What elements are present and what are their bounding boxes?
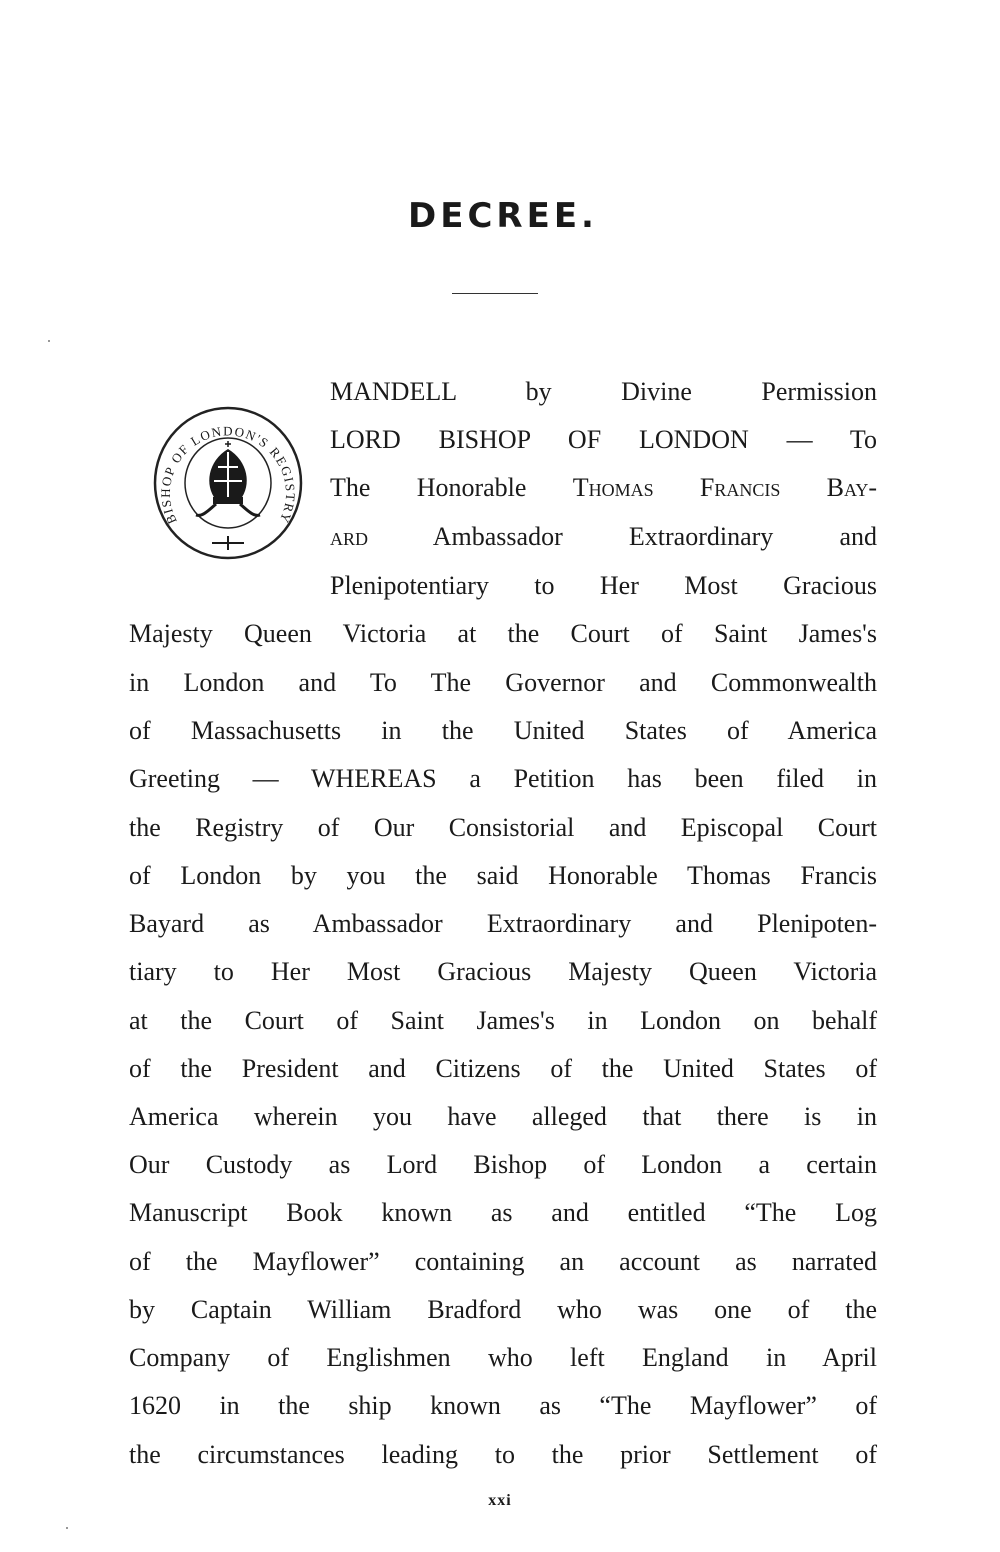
bishop-registry-seal	[152, 405, 304, 562]
body-line: Bayard as Ambassador Extraordinary and Plenipoten-	[129, 909, 877, 938]
body-line: Greeting — WHEREAS a Petition has been filed in	[129, 764, 877, 793]
opening-line-2: LORD BISHOP OF LONDON — To	[330, 425, 877, 454]
scan-speck	[66, 1527, 68, 1529]
page-number: xxi	[488, 1492, 512, 1509]
body-line: by Captain William Bradford who was one of the	[129, 1295, 877, 1324]
opening-line-4-suffix: Ambassador Extraordinary and	[368, 522, 877, 551]
body-line: tiary to Her Most Gracious Majesty Queen Victoria	[129, 957, 877, 986]
scan-speck	[48, 340, 50, 342]
opening-line-5: Plenipotentiary to Her Most Gracious	[330, 571, 877, 600]
body-line: the circumstances leading to the prior Settlement of	[129, 1440, 877, 1469]
seal-inscription: BISHOP OF LONDON'S REGISTRY	[157, 423, 299, 527]
body-line: of the Mayflower” containing an account as narrated	[129, 1247, 877, 1276]
opening-line-1: MANDELL by Divine Permission	[330, 377, 877, 406]
body-line: Majesty Queen Victoria at the Court of Saint James's	[129, 619, 877, 648]
ambassador-name-end: ard	[330, 522, 369, 551]
body-line: Manuscript Book known as and entitled “The Log	[129, 1198, 877, 1227]
ambassador-name: Thomas Francis Bay-	[572, 473, 877, 502]
mitre-seal-icon	[196, 441, 260, 550]
title-rule	[452, 293, 538, 294]
body-line: in London and To The Governor and Commonwealth	[129, 668, 877, 697]
body-line: the Registry of Our Consistorial and Episcopal Court	[129, 813, 877, 842]
body-line: at the Court of Saint James's in London on behalf	[129, 1006, 877, 1035]
body-line: Our Custody as Lord Bishop of London a certain	[129, 1150, 877, 1179]
opening-line-3-prefix: The Honorable	[330, 473, 573, 502]
opening-line-4	[330, 517, 877, 557]
body-line: Company of Englishmen who left England in April	[129, 1343, 877, 1372]
body-line: America wherein you have alleged that there is in	[129, 1102, 877, 1131]
body-line: of the President and Citizens of the United States of	[129, 1054, 877, 1083]
opening-line-3	[330, 468, 877, 508]
body-line: of London by you the said Honorable Thomas Francis	[129, 861, 877, 890]
body-line: 1620 in the ship known as “The Mayflower” of	[129, 1391, 877, 1420]
page-title: DECREE.	[408, 196, 598, 236]
body-line: of Massachusetts in the United States of America	[129, 716, 877, 745]
